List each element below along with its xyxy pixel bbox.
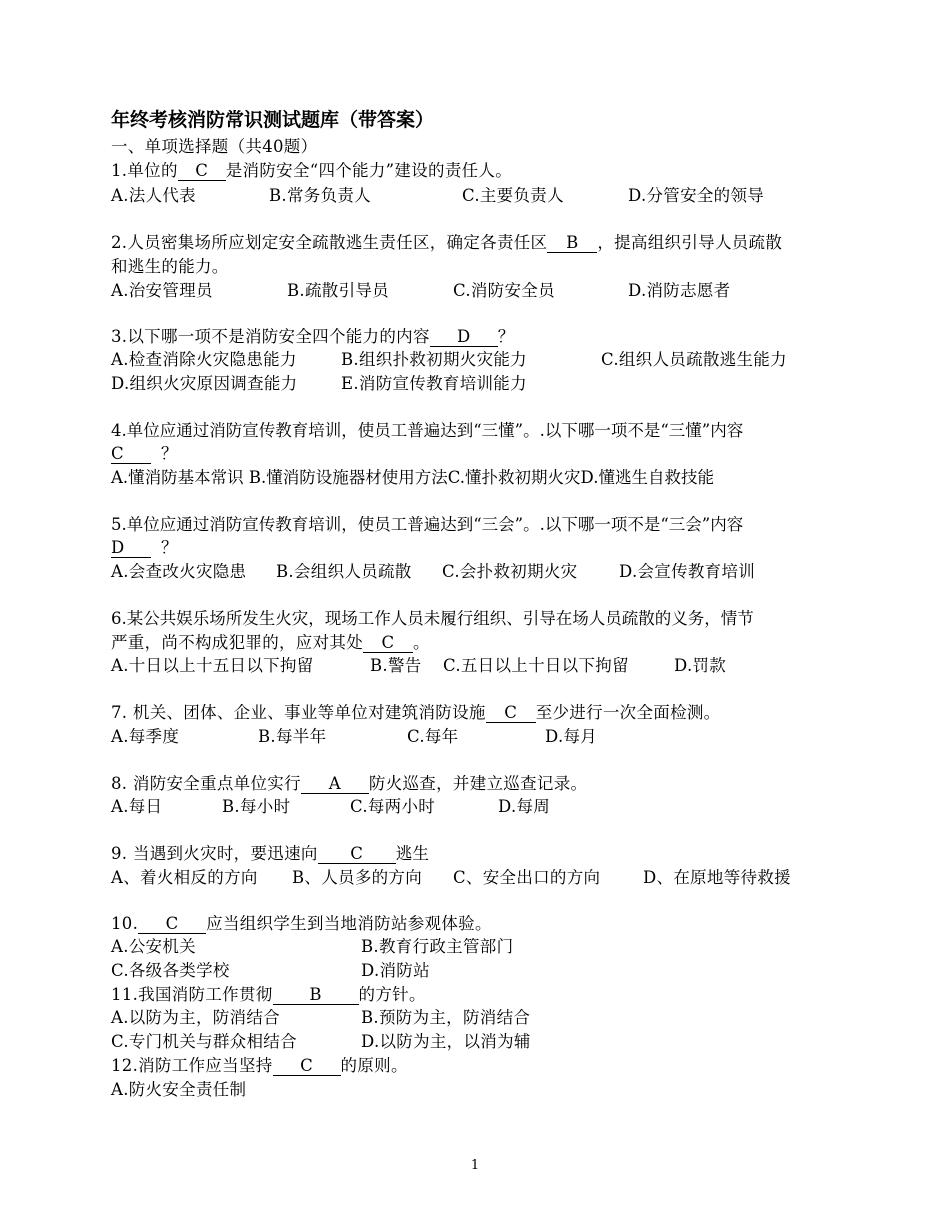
question-4-continued: C ？ <box>111 444 178 463</box>
option: A.防火安全责任制 <box>111 1080 247 1099</box>
question-5-continued: D ？ <box>111 538 178 557</box>
answer-blank: C <box>486 703 536 723</box>
answer-blank: C <box>318 844 396 864</box>
option: B.组织扑救初期火灾能力 <box>341 350 527 369</box>
option: C.主要负责人 <box>462 186 564 205</box>
option: C.专门机关与群众相结合 <box>111 1032 297 1051</box>
option: B.疏散引导员 <box>287 281 389 300</box>
option: B.每半年 <box>258 727 327 746</box>
section-heading: 一、单项选择题（共40题） <box>111 137 318 156</box>
option: B、人员多的方向 <box>292 868 423 887</box>
option: C.消防安全员 <box>453 281 555 300</box>
answer-blank: C <box>178 161 226 181</box>
option: A、着火相反的方向 <box>111 868 258 887</box>
option-line: A.懂消防基本常识 B.懂消防设施器材使用方法C.懂扑救初期火灾D.懂逃生自救技能 <box>111 468 714 487</box>
option: D.每月 <box>545 727 598 746</box>
option: A.会查改火灾隐患 <box>111 562 247 581</box>
option: D.组织火灾原因调查能力 <box>111 374 298 393</box>
option: D、在原地等待救援 <box>643 868 791 887</box>
option: C、安全出口的方向 <box>453 868 601 887</box>
answer-blank: B <box>273 985 359 1005</box>
option: C.会扑救初期火灾 <box>442 562 578 581</box>
option: B.常务负责人 <box>269 186 371 205</box>
option: D.分管安全的领导 <box>628 186 765 205</box>
option: D.消防志愿者 <box>628 281 731 300</box>
option: C.每年 <box>407 727 459 746</box>
document-title: 年终考核消防常识测试题库（带答案） <box>111 109 435 131</box>
question-8: 8. 消防安全重点单位实行 A 防火巡查，并建立巡查记录。 <box>111 774 588 793</box>
option: B.每小时 <box>222 797 291 816</box>
answer-blank: B <box>547 233 597 253</box>
option: A.每日 <box>111 797 163 816</box>
option: A.检查消除火灾隐患能力 <box>111 350 297 369</box>
answer-blank: C <box>138 914 206 934</box>
question-2-continued: 和逃生的能力。 <box>111 257 229 276</box>
option: D.会宣传教育培训 <box>619 562 756 581</box>
answer-blank: C <box>111 444 151 464</box>
option: A.公安机关 <box>111 937 196 956</box>
question-5: 5.单位应通过消防宣传教育培训，使员工普遍达到“三会”。.以下哪一项不是“三会”内容 <box>111 515 744 534</box>
option: B.预防为主，防消结合 <box>361 1008 531 1027</box>
question-2: 2.人员密集场所应划定安全疏散逃生责任区，确定各责任区 B ，提高组织引导人员疏散 <box>111 233 783 252</box>
option: A.法人代表 <box>111 186 196 205</box>
option: A.以防为主，防消结合 <box>111 1008 280 1027</box>
question-4: 4.单位应通过消防宣传教育培训，使员工普遍达到“三懂”。.以下哪一项不是“三懂”内容 <box>111 421 744 440</box>
option: C.各级各类学校 <box>111 961 230 980</box>
question-7: 7. 机关、团体、企业、事业等单位对建筑消防设施 C 至少进行一次全面检测。 <box>111 703 721 722</box>
answer-blank: D <box>111 538 151 558</box>
question-1: 1.单位的 C 是消防安全“四个能力”建设的责任人。 <box>111 161 513 180</box>
option: A.治安管理员 <box>111 281 213 300</box>
question-9: 9. 当遇到火灾时，要迅速向 C 逃生 <box>111 844 430 863</box>
answer-blank: D <box>430 327 498 347</box>
option: C.五日以上十日以下拘留 <box>443 656 629 675</box>
question-3: 3.以下哪一项不是消防安全四个能力的内容 D ？ <box>111 327 515 346</box>
question-12: 12.消防工作应当坚持 C 的原则。 <box>111 1056 408 1075</box>
question-10: 10. C 应当组织学生到当地消防站参观体验。 <box>111 914 492 933</box>
option: A.每季度 <box>111 727 180 746</box>
option: C.每两小时 <box>350 797 436 816</box>
option: D.每周 <box>498 797 551 816</box>
option: A.十日以上十五日以下拘留 <box>111 656 314 675</box>
question-11: 11.我国消防工作贯彻 B 的方针。 <box>111 985 426 1004</box>
option: D.消防站 <box>361 961 430 980</box>
page-number: 1 <box>470 1158 480 1173</box>
option: B.会组织人员疏散 <box>276 562 412 581</box>
answer-blank: A <box>301 774 369 794</box>
option: C.组织人员疏散逃生能力 <box>601 350 787 369</box>
answer-blank: C <box>363 633 413 653</box>
option: B.警告 <box>370 656 422 675</box>
option: B.教育行政主管部门 <box>361 937 514 956</box>
question-6: 6.某公共娱乐场所发生火灾，现场工作人员未履行组织、引导在场人员疏散的义务，情节 <box>111 609 754 628</box>
option: E.消防宣传教育培训能力 <box>341 374 527 393</box>
question-6-continued: 严重，尚不构成犯罪的，应对其处 C 。 <box>111 633 430 652</box>
answer-blank: C <box>273 1056 341 1076</box>
option: D.罚款 <box>674 656 727 675</box>
option: D.以防为主，以消为辅 <box>361 1032 531 1051</box>
